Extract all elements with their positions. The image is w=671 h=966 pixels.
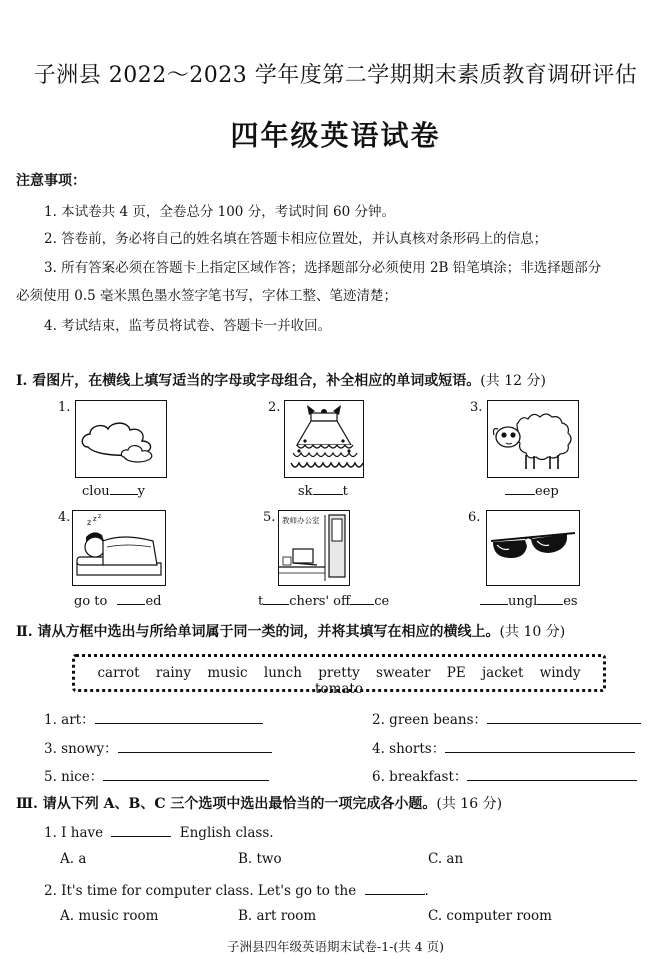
question-1: 1. I have English class. [44,822,274,841]
item-number: 5. [263,510,276,525]
answer-line[interactable] [365,880,425,895]
option-a[interactable]: A. music room [60,908,159,924]
option-b[interactable]: B. two [238,851,282,867]
word-option: carrot [97,665,140,681]
cloud-image [75,400,167,478]
answer-line[interactable] [95,709,263,724]
fill-item-4: go to ed [74,594,162,609]
answer-line[interactable] [467,766,637,781]
word-option: rainy [155,665,192,681]
skirt-image [284,400,364,478]
section-1-title: Ⅰ. 看图片，在横线上填写适当的字母或字母组合，补全相应的单词或短语。(共 12 分) [16,373,546,389]
fill-item-2: sk t [298,484,348,499]
svg-text:z: z [93,515,97,523]
section-2-title: Ⅱ. 请从方框中选出与所给单词属于同一类的词，并将其填写在相应的横线上。(共 10 分) [16,624,566,640]
note-1: 1. 本试卷共 4 页，全卷总分 100 分，考试时间 60 分钟。 [44,204,395,220]
answer-line[interactable] [445,738,635,753]
classify-item-6: 6. breakfast： [372,765,637,785]
option-b[interactable]: B. art room [238,908,317,924]
sheep-image [487,400,579,478]
exam-header-title: 子洲县 2022～2023 学年度第二学期期末素质教育调研评估 [33,63,638,88]
fill-item-6: ungl es [480,592,578,609]
answer-line[interactable] [487,709,641,724]
fill-item-3: eep [505,482,559,499]
question-2: 2. It's time for computer class. Let's go to the . [44,880,429,899]
item-number: 4. [58,510,71,525]
item-number: 6. [468,510,481,525]
note-2: 2. 答卷前，务必将自己的姓名填在答题卡相应位置处，并认真核对条形码上的信息； [44,231,548,247]
word-option: lunch [263,665,302,681]
note-4: 4. 考试结束，监考员将试卷、答题卡一并收回。 [44,318,332,334]
classify-item-3: 3. snowy： [44,737,272,757]
word-option: windy [539,665,581,681]
office-image [278,510,350,586]
classify-item-5: 5. nice： [44,765,269,785]
note-3: 3. 所有答案必须在答题卡上指定区域作答；选择题部分必须使用 2B 铅笔填涂；非选择题部分 [44,260,602,276]
item-number: 2. [268,400,281,415]
word-option: sweater [376,665,431,681]
notes-heading: 注意事项： [16,173,86,189]
classify-item-1: 1. art： [44,708,263,728]
option-a[interactable]: A. a [60,851,87,867]
answer-line[interactable] [103,766,269,781]
word-option: PE [446,665,466,681]
sunglasses-image [486,510,580,586]
exam-subtitle: 四年级英语试卷 [230,119,441,152]
word-option: pretty [318,665,360,681]
option-c[interactable]: C. computer room [428,908,552,924]
office-sign: 教师办公室 [282,516,320,525]
word-box [72,654,606,697]
fill-item-5: t chers' off ce [258,594,390,609]
word-option: tomato [315,681,363,697]
item-number: 3. [470,400,483,415]
word-option: music [207,665,248,681]
section-3-title: Ⅲ. 请从下列 A、B、C 三个选项中选出最恰当的一项完成各小题。(共 16 分) [16,796,503,812]
fill-item-1: clou y [82,484,145,499]
svg-text:z: z [87,518,92,527]
answer-line[interactable] [118,738,272,753]
item-number: 1. [58,400,71,415]
classify-item-2: 2. green beans： [372,708,641,728]
answer-line[interactable] [111,822,171,837]
note-3-cont: 必须使用 0.5 毫米黑色墨水签字笔书写，字体工整、笔迹清楚； [16,288,398,304]
bed-image [72,510,166,586]
option-c[interactable]: C. an [428,851,464,867]
svg-text:z: z [98,513,102,520]
page-footer: 子洲县四年级英语期末试卷-1-(共 4 页) [226,939,445,954]
word-option: jacket [481,665,524,681]
classify-item-4: 4. shorts： [372,737,635,757]
